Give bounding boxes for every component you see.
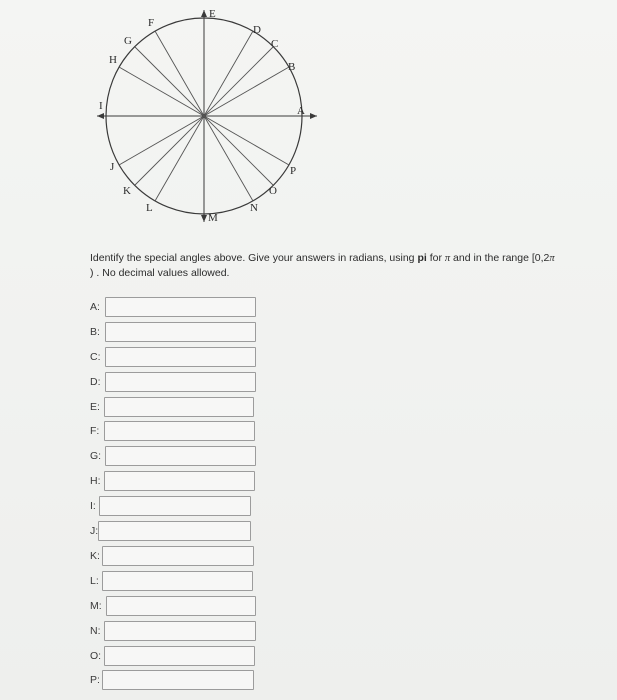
answer-label-h: H: [90,475,101,487]
answer-input-n[interactable] [104,621,256,641]
label-e: E [209,8,216,20]
answer-row-c [88,347,288,369]
answer-input-a[interactable] [105,297,256,317]
y-axis-arrow-top [201,10,207,17]
answer-input-d[interactable] [105,372,256,392]
label-a: A [297,105,305,117]
answer-label-j: J: [90,525,99,537]
answer-row-n [88,621,288,643]
answer-input-g[interactable] [105,446,256,466]
label-l: L [146,202,153,214]
answer-input-f[interactable] [104,421,255,441]
answer-row-p [88,670,288,692]
label-j: J [110,161,115,173]
label-p: P [290,165,297,177]
answer-input-b[interactable] [105,322,256,342]
answer-row-h [88,471,288,493]
answer-row-d [88,372,288,394]
label-g: G [124,35,132,47]
answer-label-a: A: [90,301,100,313]
answer-input-i[interactable] [99,496,251,516]
answer-label-n: N: [90,625,101,637]
x-axis-arrow-right [310,113,317,119]
question-text: Identify the special angles above. Give your answers in radians, using pi for π and in the range [0,2π ) . No decimal values allowed. [90,252,555,279]
answer-input-l[interactable] [102,571,253,591]
answer-label-c: C: [90,351,101,363]
answer-label-e: E: [90,401,100,413]
label-d: D [253,24,261,36]
label-b: B [288,61,296,73]
answer-input-m[interactable] [106,596,256,616]
answer-row-e [88,397,288,419]
answer-label-f: F: [90,425,100,437]
label-k: K [123,185,131,197]
pi-word: pi [417,252,427,264]
answer-label-k: K: [90,550,100,562]
label-h: H [109,54,117,66]
answer-input-p[interactable] [102,670,254,690]
answer-label-p: P: [90,674,100,686]
unit-circle-diagram [85,2,325,228]
answer-input-o[interactable] [104,646,255,666]
answer-input-h[interactable] [104,471,255,491]
answer-label-d: D: [90,376,101,388]
answer-input-j[interactable] [98,521,251,541]
answer-label-o: O: [90,650,102,662]
answer-input-e[interactable] [104,397,254,417]
answer-row-i [88,496,288,518]
answer-label-g: G: [90,450,102,462]
label-i: I [99,100,103,112]
answer-label-l: L: [90,575,99,587]
answer-row-m [88,596,288,618]
answer-row-o [88,646,288,668]
label-o: O [269,185,277,197]
x-axis-arrow-left [97,113,104,119]
label-m: M [208,212,218,224]
answer-row-a [88,297,288,319]
answer-row-g [88,446,288,468]
answer-row-j [88,521,288,543]
answer-label-i: I: [90,500,96,512]
answer-input-c[interactable] [105,347,256,367]
answer-row-b [88,322,288,344]
answer-input-k[interactable] [102,546,254,566]
label-f: F [148,17,155,29]
answer-label-m: M: [90,600,102,612]
y-axis-arrow-bottom [201,215,207,222]
answer-row-l [88,571,288,593]
answer-row-k [88,546,288,568]
label-c: C [271,38,279,50]
answer-row-f [88,421,288,443]
label-n: N [250,202,258,214]
answer-label-b: B: [90,326,100,338]
